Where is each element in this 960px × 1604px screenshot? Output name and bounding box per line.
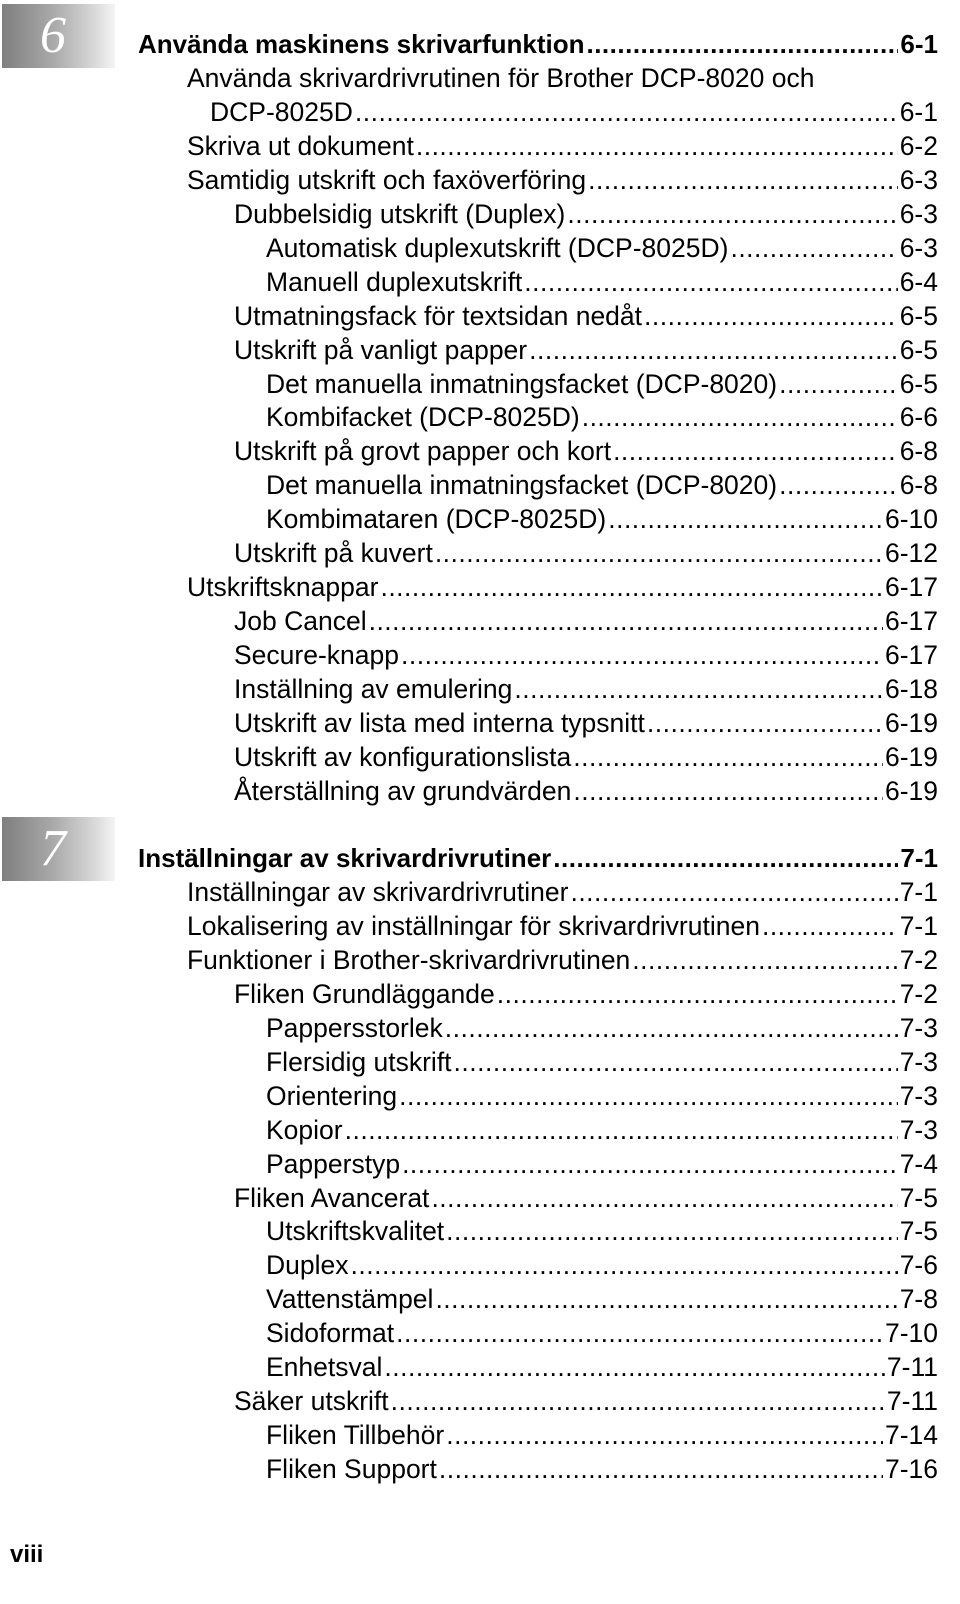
toc-entry-page: 6-3	[899, 232, 938, 263]
toc-entry-title: Utskrift av lista med interna typsnitt	[234, 708, 645, 738]
toc-leader-dots	[730, 231, 897, 265]
toc-leader-dots	[524, 265, 897, 299]
toc-leader-dots	[586, 27, 898, 61]
toc-entry-page: 7-3	[899, 1080, 938, 1111]
toc-entry-page: 7-3	[899, 1012, 938, 1043]
chapter-6-tab	[2, 4, 115, 68]
toc-entry[interactable]	[266, 1418, 938, 1452]
toc-entry-page: 6-17	[884, 640, 938, 671]
toc-entry-title: Enhetsval	[266, 1352, 383, 1383]
toc-entry[interactable]	[266, 1350, 938, 1384]
toc-entry-title: Samtidig utskrift och faxöverföring	[187, 164, 587, 195]
chapter-6-number: 6	[40, 7, 66, 64]
toc-entry[interactable]	[234, 604, 938, 638]
toc-entry-page: 7-3	[899, 1114, 938, 1145]
toc-entry-page: 6-17	[884, 606, 938, 637]
toc-entry-title: Manuell duplexutskrift	[266, 266, 523, 297]
toc-entry-page: 6-1	[899, 96, 938, 127]
toc-entry[interactable]	[266, 1452, 938, 1486]
toc-leader-dots	[588, 163, 898, 197]
toc-entry-title: Använda skrivardrivrutinen för Brother DCP-8020 och	[187, 62, 815, 93]
toc-entry-title: Utskrift på vanligt papper	[234, 334, 528, 365]
toc-entry-page: 7-4	[899, 1148, 938, 1179]
toc-entry-title: Fliken Avancerat	[234, 1182, 430, 1213]
toc-entry-title: Utskriftsknappar	[187, 572, 379, 603]
toc-entry[interactable]	[234, 706, 938, 740]
toc-entry[interactable]	[234, 774, 938, 808]
toc-entry-title: Kopior	[266, 1114, 343, 1145]
toc-leader-dots	[582, 400, 898, 434]
toc-entry-page: 7-14	[884, 1420, 938, 1451]
toc-entry-page: 6-4	[899, 266, 938, 297]
toc-entry-title: Fliken Tillbehör	[266, 1420, 445, 1451]
toc-entry-page: 6-12	[884, 538, 938, 569]
toc-entry[interactable]	[187, 129, 938, 163]
toc-entry-title: Dubbelsidig utskrift (Duplex)	[234, 198, 566, 229]
toc-entry-page: 7-11	[886, 1352, 938, 1383]
toc-entry[interactable]	[234, 638, 938, 672]
toc-entry-page: 7-2	[899, 978, 938, 1009]
toc-entry-title: Kombimataren (DCP-8025D)	[266, 504, 607, 535]
toc-entry[interactable]	[234, 536, 938, 570]
toc-entry-page: 7-5	[899, 1216, 938, 1247]
toc-entry[interactable]	[187, 909, 938, 943]
toc-leader-dots	[762, 909, 898, 943]
toc-leader-dots	[553, 841, 898, 875]
toc-entry[interactable]	[266, 1147, 938, 1181]
toc-leader-dots	[384, 1350, 885, 1384]
toc-entry[interactable]	[266, 1248, 938, 1282]
toc-entry-title: Det manuella inmatningsfacket (DCP-8020)	[266, 470, 778, 501]
toc-entry-title: Utskrift på grovt papper och kort	[234, 436, 612, 467]
toc-entry[interactable]	[266, 1045, 938, 1079]
toc-entry-title: Inställningar av skrivardrivrutiner	[187, 876, 569, 907]
toc-leader-dots	[396, 1316, 883, 1350]
toc-entry[interactable]	[234, 1384, 938, 1418]
toc-leader-dots	[647, 706, 883, 740]
toc-entry-page: 6-5	[899, 368, 938, 399]
toc-entry-page: 6-18	[884, 674, 938, 705]
toc-entry[interactable]	[187, 570, 938, 604]
toc-entry[interactable]	[234, 299, 938, 333]
page-number-footer: viii	[10, 1541, 44, 1568]
toc-entry-title: Papperstyp	[266, 1148, 401, 1179]
toc-entry-title: Återställning av grundvärden	[234, 775, 572, 806]
toc-entry-page: 6-2	[899, 130, 938, 161]
toc-leader-dots	[779, 468, 898, 502]
toc-entry-page: 7-1	[899, 876, 938, 907]
toc-entry[interactable]	[234, 434, 938, 468]
toc-leader-dots	[573, 740, 883, 774]
toc-entry-title: Utskrift på kuvert	[234, 538, 433, 569]
toc-leader-dots	[435, 536, 883, 570]
toc-entry-page: 7-3	[899, 1046, 938, 1077]
toc-entry-page: 6-3	[899, 164, 938, 195]
toc-leader-dots	[351, 1248, 898, 1282]
toc-leader-dots	[435, 1282, 897, 1316]
toc-entry-page: 7-11	[886, 1386, 938, 1417]
toc-leader-dots	[454, 1045, 898, 1079]
chapter-7-number: 7	[40, 820, 66, 877]
toc-entry-title: Utskriftskvalitet	[266, 1216, 445, 1247]
toc-entry[interactable]	[266, 231, 938, 265]
toc-entry[interactable]	[234, 740, 938, 774]
toc-entry-title: Kombifacket (DCP-8025D)	[266, 402, 580, 433]
toc-entry-title: Använda maskinens skrivarfunktion	[138, 29, 585, 59]
toc-entry-page: 6-10	[884, 504, 938, 535]
toc-entry-title: DCP-8025D	[210, 96, 353, 127]
toc-entry-title: Automatisk duplexutskrift (DCP-8025D)	[266, 232, 729, 263]
toc-entry-page: 6-5	[899, 300, 938, 331]
toc-entry-title: Vattenstämpel	[266, 1284, 434, 1315]
toc-entry[interactable]	[266, 468, 938, 502]
toc-leader-dots	[644, 299, 898, 333]
toc-entry[interactable]	[187, 163, 938, 197]
toc-leader-dots	[391, 1384, 885, 1418]
toc-entry[interactable]	[266, 265, 938, 299]
toc-entry[interactable]	[234, 1181, 938, 1215]
toc-leader-dots	[570, 875, 897, 909]
toc-leader-dots	[439, 1452, 883, 1486]
toc-entry-title: Utmatningsfack för textsidan nedåt	[234, 300, 643, 331]
toc-leader-dots	[369, 604, 883, 638]
toc-entry[interactable]	[266, 1282, 938, 1316]
toc-leader-dots	[401, 638, 883, 672]
toc-leader-dots	[608, 502, 883, 536]
toc-leader-dots	[446, 1418, 883, 1452]
toc-entry[interactable]	[266, 1113, 938, 1147]
toc-leader-dots	[573, 774, 883, 808]
toc-leader-dots	[514, 672, 883, 706]
toc-entry-page: 6-19	[884, 708, 938, 738]
toc-entry-page: 6-3	[899, 198, 938, 229]
toc-leader-dots	[355, 95, 898, 129]
toc-entry-title: Fliken Support	[266, 1454, 437, 1485]
toc-leader-dots	[345, 1113, 898, 1147]
toc-entry-page: 7-10	[884, 1318, 938, 1349]
toc-entry[interactable]	[266, 1079, 938, 1113]
toc-leader-dots	[380, 570, 883, 604]
toc-entry[interactable]	[234, 333, 938, 367]
toc-leader-dots	[399, 1079, 898, 1113]
toc-leader-dots	[431, 1181, 897, 1215]
toc-entry[interactable]	[234, 672, 938, 706]
toc-entry-page: 6-6	[899, 402, 938, 433]
toc-entry[interactable]	[187, 943, 938, 977]
toc-leader-dots	[779, 367, 898, 401]
toc-entry-title: Utskrift av konfigurationslista	[234, 741, 572, 772]
toc-entry[interactable]	[138, 841, 938, 875]
toc-leader-dots	[529, 333, 898, 367]
toc-entry[interactable]	[266, 367, 938, 401]
toc-entry-title: Pappersstorlek	[266, 1012, 443, 1043]
toc-entry-title: Inställningar av skrivardrivrutiner	[138, 843, 552, 873]
toc-entry[interactable]	[266, 1214, 938, 1248]
toc-entry-title: Inställning av emulering	[234, 674, 513, 705]
toc-leader-dots	[445, 1011, 898, 1045]
toc-leader-dots	[632, 943, 897, 977]
toc-entry[interactable]	[266, 400, 938, 434]
toc-entry-title: Lokalisering av inställningar för skrivardrivrutinen	[187, 910, 760, 941]
toc-entry-page: 6-19	[884, 741, 938, 772]
toc-entry[interactable]	[266, 502, 938, 536]
toc-entry-page: 6-19	[884, 775, 938, 806]
toc-entry-title: Secure-knapp	[234, 640, 399, 671]
toc-entry[interactable]	[138, 27, 938, 61]
chapter-7-tab	[2, 817, 115, 881]
toc-entry-page: 7-6	[899, 1250, 938, 1281]
toc-entry-page: 6-1	[900, 29, 938, 59]
toc-entry-title: Säker utskrift	[234, 1386, 389, 1417]
toc-entry-title: Flersidig utskrift	[266, 1046, 452, 1077]
toc-entry[interactable]	[234, 197, 938, 231]
toc-entry-page: 7-1	[899, 910, 938, 941]
toc-entry-title: Duplex	[266, 1250, 349, 1281]
toc-entry[interactable]	[266, 1316, 938, 1350]
toc-entry[interactable]	[266, 1011, 938, 1045]
toc-entry-page: 6-8	[899, 470, 938, 501]
toc-leader-dots	[402, 1147, 898, 1181]
toc-entry-title: Funktioner i Brother-skrivardrivrutinen	[187, 944, 631, 975]
toc-entry-page: 6-17	[884, 572, 938, 603]
toc-entry-page: 7-16	[884, 1454, 938, 1485]
toc-entry[interactable]	[234, 977, 938, 1011]
toc-entry-title: Sidoformat	[266, 1318, 395, 1349]
toc-leader-dots	[567, 197, 897, 231]
toc-entry-title: Skriva ut dokument	[187, 130, 414, 161]
toc-entry-page: 6-5	[899, 334, 938, 365]
toc-entry-page: 7-1	[900, 843, 938, 873]
toc-entry-page: 7-2	[899, 944, 938, 975]
toc-leader-dots	[497, 977, 898, 1011]
toc-entry-title: Job Cancel	[234, 606, 367, 637]
toc-entry-page: 7-5	[899, 1182, 938, 1213]
toc-leader-dots	[446, 1214, 898, 1248]
toc-leader-dots	[416, 129, 898, 163]
toc-entry-title: Fliken Grundläggande	[234, 978, 495, 1009]
toc-entry[interactable]	[187, 875, 938, 909]
toc-entry-title: Orientering	[266, 1080, 398, 1111]
toc-entry-page: 7-8	[899, 1284, 938, 1315]
toc-leader-dots	[613, 434, 898, 468]
toc-entry-title: Det manuella inmatningsfacket (DCP-8020)	[266, 368, 778, 399]
toc-entry-page: 6-8	[899, 436, 938, 467]
toc-entry[interactable]	[187, 61, 938, 95]
toc-entry[interactable]	[210, 95, 938, 129]
